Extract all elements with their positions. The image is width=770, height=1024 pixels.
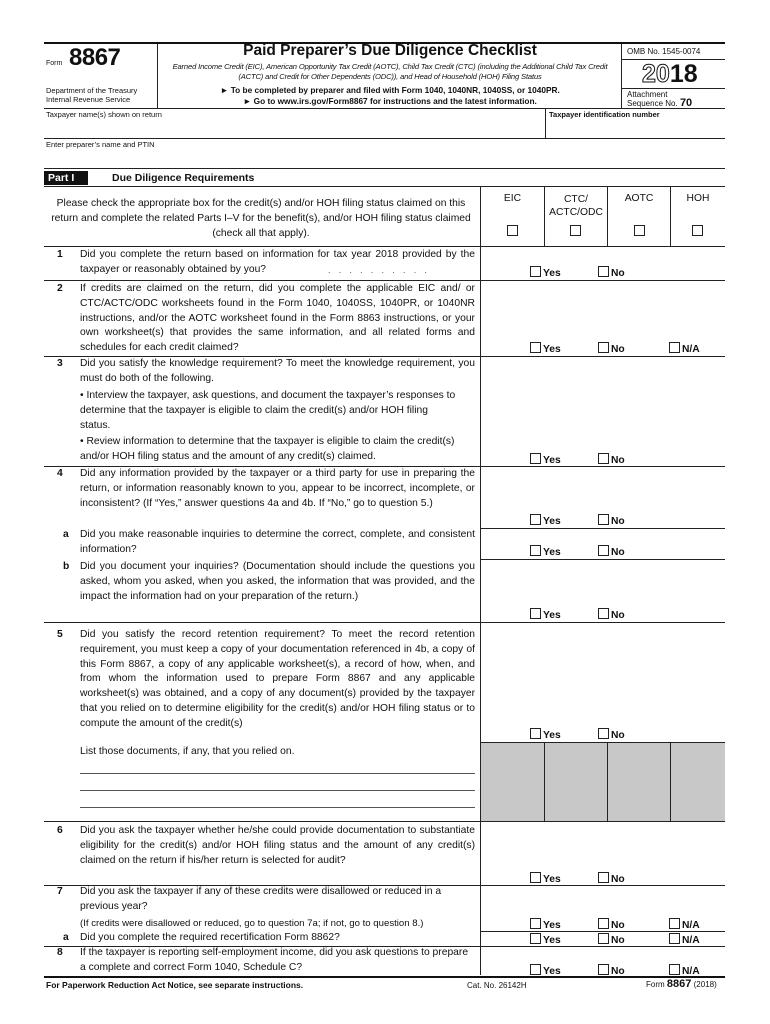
q2-yes[interactable] [530, 342, 561, 356]
q5-no[interactable] [598, 728, 625, 742]
q8-yes-box[interactable] [530, 964, 541, 975]
q3-yes-label: Yes [543, 455, 561, 466]
q1-number: 1 [57, 249, 63, 260]
q4b-number: b [63, 561, 70, 572]
q2-na[interactable] [669, 342, 700, 356]
q7-text: Did you ask the taxpayer if any of these credits were disallowed or reduced in a previous year? [80, 886, 442, 912]
part-instruction: Please check the appropriate box for the credit(s) and/or HOH filing status claimed on this return and complete the related Parts I–V for the benefit(s), and/or HOH filing status claimed (check all that apply). [51, 198, 471, 239]
q4b-yes[interactable] [530, 608, 561, 622]
q7a-yes[interactable] [530, 933, 561, 947]
q6-yes-label: Yes [543, 874, 561, 885]
q7-na[interactable] [669, 918, 700, 932]
q4a-no-box[interactable] [598, 545, 609, 556]
col-aotc: AOTC [624, 193, 654, 204]
q7a-no-label: No [611, 935, 625, 946]
q1-leader: . . . . . . . . . . [328, 265, 430, 275]
q4a-number: a [63, 529, 69, 540]
q7-na-box[interactable] [669, 918, 680, 929]
q4a-yes[interactable] [530, 545, 561, 559]
q8-no-box[interactable] [598, 964, 609, 975]
q7a-text: Did you complete the required recertification Form 8862? [80, 932, 340, 943]
q2-number: 2 [57, 283, 63, 294]
q4a-text: Did you make reasonable inquiries to determine the correct, complete, and consistent information? [80, 529, 475, 555]
q2-na-label: N/A [682, 344, 700, 355]
q8-number: 8 [57, 947, 63, 958]
checkbox-ctc[interactable] [570, 225, 581, 236]
q6-number: 6 [57, 825, 63, 836]
footer-year: (2018) [693, 980, 717, 989]
footer-form-word: Form [646, 980, 665, 989]
q8-no-label: No [611, 966, 625, 977]
q4a-yes-box[interactable] [530, 545, 541, 556]
q3-no-label: No [611, 455, 625, 466]
attachment-label: Attachment [627, 90, 668, 99]
q4-no-box[interactable] [598, 514, 609, 525]
q5-no-label: No [611, 730, 625, 741]
tax-year [642, 60, 698, 89]
q4-no-label: No [611, 516, 625, 527]
form-subtitle: Earned Income Credit (EIC), American Opportunity Tax Credit (AOTC), Child Tax Credit (CTC) (including the Additional Child Tax Credit (ACTC) and Credit for Other Dependents (ODC)), and Head of Household (HOH) Filing Status [172, 62, 608, 81]
q2-yes-label: Yes [543, 344, 561, 355]
q4-no[interactable] [598, 514, 625, 528]
q7-no-box[interactable] [598, 918, 609, 929]
q3-text: Did you satisfy the knowledge requirement? To meet the knowledge requirement, you must do both of the following. [80, 358, 475, 384]
tax-year-outline: 20 [642, 60, 670, 88]
irs-label: Internal Revenue Service [46, 95, 131, 104]
q1-yes[interactable] [530, 266, 561, 280]
q5-text: Did you satisfy the record retention requirement? To meet the record retention requirement, you must keep a copy of your documentation referenced in 4b, a copy of this Form 8867, a copy of any applicable worksheet(s), a record of how, when, and from whom the information used to prepare Form 8867 and any applicable worksheet(s) was obtained, and a copy of any document(s) provided by the taxpayer that you relied on to determine eligibility for the credit(s) and/or HOH filing status or to compute the amount of the credit(s) [80, 629, 475, 729]
catalog-number: Cat. No. 26142H [467, 981, 527, 990]
form-number: 8867 [69, 44, 121, 71]
q6-yes[interactable] [530, 872, 561, 886]
q8-na-box[interactable] [669, 964, 680, 975]
q3-bullet-1: • Interview the taxpayer, ask questions, and document the taxpayer’s responses to determine that the taxpayer is eligible to claim the credit(s) and/or HOH filing status. [80, 390, 456, 431]
instruction-line-1: ► To be completed by preparer and filed with Form 1040, 1040NR, 1040SS, or 1040PR. [220, 85, 560, 95]
sequence-number: 70 [679, 97, 693, 109]
q5-number: 5 [57, 629, 63, 640]
q8-text: If the taxpayer is reporting self-employment income, did you ask questions to prepare a complete and correct Form 1040, Schedule C? [80, 947, 469, 973]
q4b-text: Did you document your inquiries? (Documentation should include the questions you asked, whom you asked, when you asked, the information that was provided, and the impact the information had on your preparation of the return.) [80, 561, 475, 602]
q4-yes-label: Yes [543, 516, 561, 527]
q7-yes-box[interactable] [530, 918, 541, 929]
footer-form-number: 8867 [666, 978, 692, 990]
q6-no-label: No [611, 874, 625, 885]
department: Department of the Treasury [46, 86, 138, 95]
q3-no[interactable] [598, 453, 625, 467]
shaded-area [481, 743, 725, 821]
q6-text: Did you ask the taxpayer whether he/she could provide documentation to substantiate eligibility for the credit(s) and/or HOH filing status and the amount of any credit(s) claimed on the return if his/her return is selected for audit? [80, 825, 475, 866]
col-eic: EIC [503, 193, 522, 204]
q4-yes[interactable] [530, 514, 561, 528]
q5-no-box[interactable] [598, 728, 609, 739]
q5-document-line-2[interactable] [80, 790, 475, 791]
q6-no[interactable] [598, 872, 625, 886]
q4a-no-label: No [611, 547, 625, 558]
q3-yes-box[interactable] [530, 453, 541, 464]
q2-no-label: No [611, 344, 625, 355]
q7a-yes-box[interactable] [530, 933, 541, 944]
q7-number: 7 [57, 886, 63, 897]
form-title: Paid Preparer’s Due Diligence Checklist [243, 42, 537, 59]
q5-document-line-3[interactable] [80, 807, 475, 808]
taxpayer-name-field[interactable] [44, 120, 544, 136]
tin-field[interactable] [548, 120, 724, 136]
checkbox-eic[interactable] [507, 225, 518, 236]
q7-no-label: No [611, 920, 625, 931]
col-hoh: HOH [686, 193, 710, 204]
q7a-no-box[interactable] [598, 933, 609, 944]
q7-note: (If credits were disallowed or reduced, go to question 7a; if not, go to question 8.) [80, 918, 424, 929]
q8-na-label: N/A [682, 966, 700, 977]
q1-no-label: No [611, 268, 625, 279]
q1-label: Did you complete the return based on information for tax year 2018 provided by the taxpayer or reasonably obtained by you? [80, 249, 475, 275]
part-title: Due Diligence Requirements [112, 172, 255, 184]
q4-text: Did any information provided by the taxpayer or a third party for use in preparing the return, or information reasonably known to you, appear to be incorrect, incomplete, or inconsistent? (If “Yes,” answer questions 4a and 4b. If “No,” go to question 5.) [80, 468, 475, 509]
q7a-na-label: N/A [682, 935, 700, 946]
q4-yes-box[interactable] [530, 514, 541, 525]
sequence-label [627, 99, 692, 108]
omb-number: OMB No. 1545-0074 [627, 47, 701, 56]
q7-yes-label: Yes [543, 920, 561, 931]
q3-number: 3 [57, 358, 63, 369]
q1-yes-label: Yes [543, 268, 561, 279]
q4-number: 4 [57, 468, 63, 479]
q5-list-prompt: List those documents, if any, that you relied on. [80, 746, 295, 757]
q2-na-box[interactable] [669, 342, 680, 353]
q7a-yes-label: Yes [543, 935, 561, 946]
tax-year-bold: 18 [669, 60, 698, 88]
preparer-field[interactable] [44, 150, 724, 166]
q2-text: If credits are claimed on the return, did you complete the applicable EIC and/ or CTC/ACTC/ODC worksheets found in the Form 1040, 1040SS, 1040PR, or 1040NR instructions, and/or the AOTC worksheet found in the Form 8863 instructions, or your own worksheet(s) that provides the same information, and all related forms and schedules for each credit claimed? [80, 283, 475, 354]
sequence-text: Sequence No. [627, 99, 678, 108]
q7-yes[interactable] [530, 918, 561, 932]
q3-yes[interactable] [530, 453, 561, 467]
q7-no[interactable] [598, 918, 625, 932]
q4b-yes-box[interactable] [530, 608, 541, 619]
q5-yes-box[interactable] [530, 728, 541, 739]
q4a-no[interactable] [598, 545, 625, 559]
q7a-na[interactable] [669, 933, 700, 947]
paperwork-notice: For Paperwork Reduction Act Notice, see separate instructions. [46, 980, 304, 990]
q2-yes-box[interactable] [530, 342, 541, 353]
instruction-line-2: ► Go to www.irs.gov/Form8867 for instructions and the latest information. [243, 96, 537, 106]
q1-no[interactable] [598, 266, 625, 280]
q4b-yes-label: Yes [543, 610, 561, 621]
q7a-na-box[interactable] [669, 933, 680, 944]
footer-form [646, 978, 717, 990]
q7a-no[interactable] [598, 933, 625, 947]
checkbox-hoh[interactable] [692, 225, 703, 236]
form-label: Form [46, 60, 63, 67]
q6-yes-box[interactable] [530, 872, 541, 883]
q4b-no-label: No [611, 610, 625, 621]
q7-na-label: N/A [682, 920, 700, 931]
q2-no-box[interactable] [598, 342, 609, 353]
col-ctc: CTC/ ACTC/ODC [549, 194, 603, 218]
q4a-yes-label: Yes [543, 547, 561, 558]
preparer-label: Enter preparer’s name and PTIN [46, 140, 155, 149]
q5-yes-label: Yes [543, 730, 561, 741]
q4b-no[interactable] [598, 608, 625, 622]
q4b-no-box[interactable] [598, 608, 609, 619]
taxpayer-name-label: Taxpayer name(s) shown on return [46, 110, 162, 119]
q3-bullet-2: • Review information to determine that the taxpayer is eligible to claim the credit(s) and/or HOH filing status and the amount of any credit(s) claimed. [80, 436, 455, 462]
q8-yes-label: Yes [543, 966, 561, 977]
q2-no[interactable] [598, 342, 625, 356]
q5-yes[interactable] [530, 728, 561, 742]
q5-document-line-1[interactable] [80, 773, 475, 774]
q1-yes-box[interactable] [530, 266, 541, 277]
q3-no-box[interactable] [598, 453, 609, 464]
checkbox-aotc[interactable] [634, 225, 645, 236]
part-label: Part I [44, 171, 88, 185]
q1-no-box[interactable] [598, 266, 609, 277]
tin-label: Taxpayer identification number [549, 110, 660, 119]
q6-no-box[interactable] [598, 872, 609, 883]
q7a-number: a [63, 932, 69, 943]
